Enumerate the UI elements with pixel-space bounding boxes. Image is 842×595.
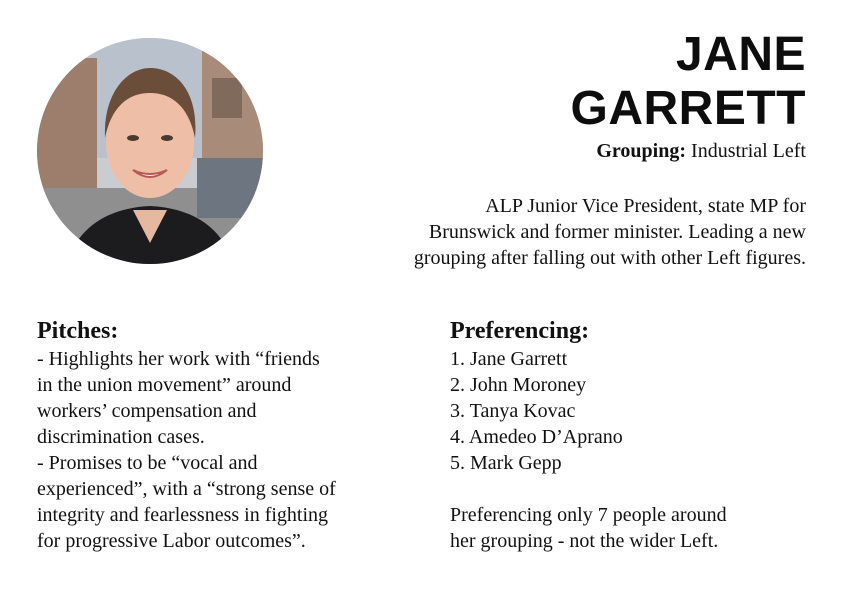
preferencing-heading: Preferencing: [450,318,590,344]
spacer [450,476,820,502]
grouping-line [406,139,806,163]
preferencing-note-line: Preferencing only 7 people around [450,504,727,526]
pitch-line: integrity and fearlessness in fighting [37,504,329,526]
grouping-value: Industrial Left [691,140,806,162]
portrait-photo [37,38,263,264]
preference-item: 3. Tanya Kovac [450,400,576,422]
candidate-name [386,28,806,136]
candidate-portrait [37,38,263,264]
pitch-line: for progressive Labor outcomes”. [37,530,306,552]
pitch-line: workers’ compensation and [37,400,257,422]
pitch-line: experienced”, with a “strong sense of [37,478,336,500]
preference-item: 2. John Moroney [450,374,587,396]
name-line-last: GARRETT [570,82,806,135]
pitches-heading: Pitches: [37,318,119,344]
preferencing-note-line: her grouping - not the wider Left. [450,530,719,552]
pitch-line: - Highlights her work with “friends [37,348,320,370]
preference-list [450,346,820,476]
preference-item: 4. Amedeo D’Aprano [450,426,623,448]
grouping-label: Grouping: [596,140,687,162]
pitch-line: in the union movement” around [37,374,292,396]
pitches-section [37,316,427,554]
preferencing-section [450,316,820,554]
candidate-bio [326,193,806,271]
pitch-line: discrimination cases. [37,426,205,448]
pitch-line: - Promises to be “vocal and [37,452,258,474]
preference-item: 5. Mark Gepp [450,452,562,474]
bio-line: Brunswick and former minister. Leading a new [428,221,806,243]
bio-line: ALP Junior Vice President, state MP for [485,195,806,217]
bio-line: grouping after falling out with other Left figures. [413,247,806,269]
preference-item: 1. Jane Garrett [450,348,568,370]
name-line-first: JANE [675,28,806,81]
